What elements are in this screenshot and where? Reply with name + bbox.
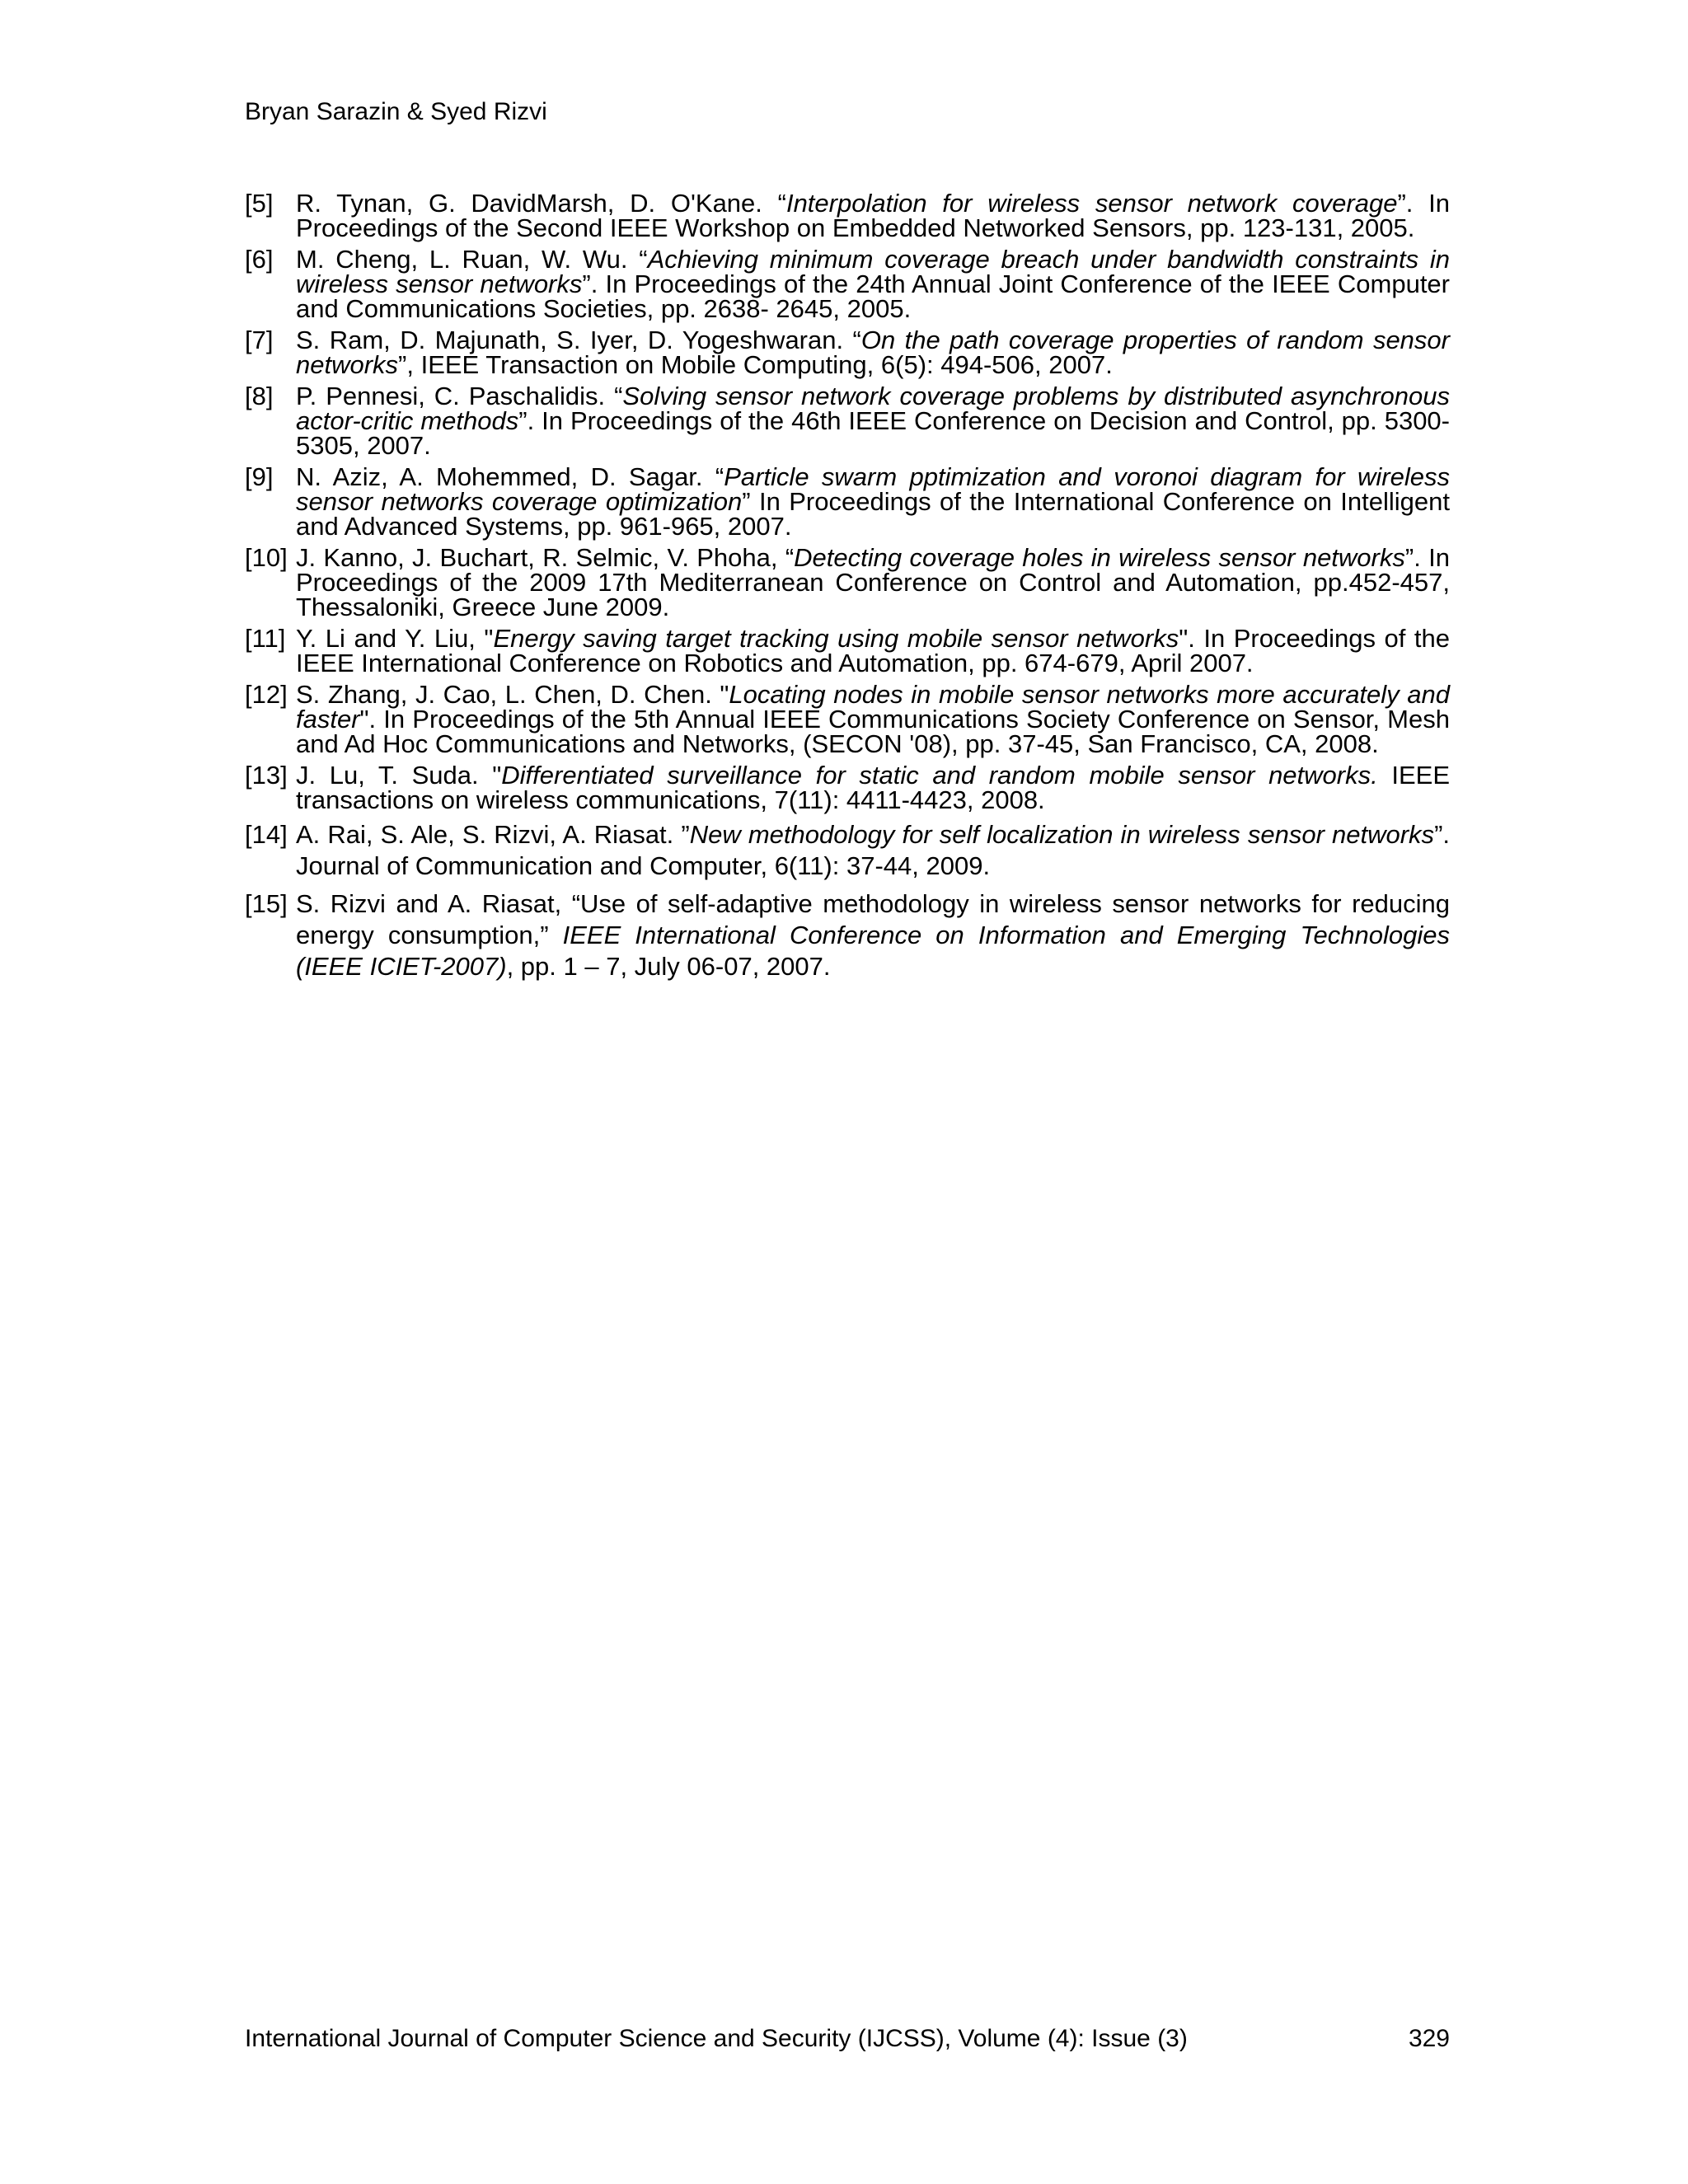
reference-source: ”. In Proceedings of the Second IEEE Workshop on Embedded Networked Sensors, pp. 123-131, 2005. [296,189,1451,242]
reference-text [296,888,1450,982]
reference-authors: J. Kanno, J. Buchart, R. Selmic, V. Phoha, “ [296,543,795,572]
reference-number: [5] [245,189,274,218]
reference-title: New methodology for self localization in wireless sensor networks [689,820,1435,849]
reference-text [296,462,1451,541]
reference-source: ”. In Proceedings of the 2009 17th Mediterranean Conference on Control and Automation, pp.452-457, Thessaloniki, Greece June 2009. [296,543,1450,621]
footer-journal: International Journal of Computer Science and Security (IJCSS), Volume (4): Issue (3) [245,2025,1188,2052]
reference-authors: J. Lu, T. Suda. " [296,761,502,790]
reference-item [245,819,1450,882]
reference-authors: M. Cheng, L. Ruan, W. Wu. “ [296,245,648,274]
reference-text [296,384,1450,458]
reference-source: ". In Proceedings of the IEEE International Conference on Robotics and Automation, pp. 674-679, April 2007. [296,624,1451,677]
reference-title: On the path coverage properties of random sensor networks [296,326,1450,379]
reference-title: Particle swarm pptimization and voronoi diagram for wireless sensor networks coverage optimization [296,462,1450,516]
reference-title: Energy saving target tracking using mobile sensor networks [493,624,1179,653]
reference-text [296,763,1450,813]
reference-text [296,247,1450,321]
reference-title: Detecting coverage holes in wireless sensor networks [794,543,1405,572]
reference-list [245,191,1450,986]
reference-authors: N. Aziz, A. Mohemmed, D. Sagar. “ [296,462,724,491]
reference-item [245,888,1450,982]
reference-title: Achieving minimum coverage breach under bandwidth constraints in wireless sensor networks [296,245,1450,298]
running-footer [245,2024,1450,2054]
reference-number: [13] [245,761,288,790]
running-header [245,97,547,127]
reference-authors: S. Ram, D. Majunath, S. Iyer, D. Yogeshwaran. “ [296,326,861,354]
reference-title: Interpolation for wireless sensor network coverage [785,189,1398,218]
page-number: 329 [1408,2025,1450,2052]
reference-text [296,682,1450,757]
reference-authors: R. Tynan, G. DavidMarsh, D. O'Kane. “ [296,189,786,218]
reference-authors: A. Rai, S. Ale, S. Rizvi, A. Riasat. ” [296,820,690,849]
reference-item [245,384,1450,458]
reference-number: [14] [245,820,288,849]
reference-item [245,247,1450,321]
reference-title: Locating nodes in mobile sensor networks more accurately and faster [296,680,1450,733]
reference-number: [15] [245,889,288,918]
reference-title: Solving sensor network coverage problems by distributed asynchronous actor-critic methods [296,382,1450,435]
reference-venue: IEEE International Conference on Information and Emerging Technologies (IEEE ICIET-2007) [296,921,1451,981]
reference-number: [6] [245,245,274,274]
reference-authors: S. Zhang, J. Cao, L. Chen, D. Chen. " [296,680,729,709]
reference-number: [9] [245,462,274,491]
reference-authors: P. Pennesi, C. Paschalidis. “ [296,382,623,410]
reference-item [245,191,1450,241]
reference-text [296,626,1450,676]
reference-item [245,626,1450,676]
reference-number: [11] [245,624,286,653]
reference-text [296,191,1450,241]
reference-text [296,328,1450,377]
reference-source: , pp. 1 – 7, July 06-07, 2007. [506,952,831,981]
reference-title: Differentiated surveillance for static and random mobile sensor networks. [501,761,1378,790]
reference-number: [12] [245,680,288,709]
reference-source: IEEE transactions on wireless communications, 7(11): 4411-4423, 2008. [296,761,1451,814]
reference-text [296,543,1450,621]
reference-number: [7] [245,326,274,354]
header-authors: Bryan Sarazin & Syed Rizvi [245,98,547,125]
reference-source: ”. Journal of Communication and Computer, 6(11): 37-44, 2009. [296,820,1450,880]
reference-number: [10] [245,543,288,572]
reference-item [245,328,1450,377]
reference-source: ”, IEEE Transaction on Mobile Computing, 6(5): 494-506, 2007. [398,350,1113,379]
reference-authors: Y. Li and Y. Liu, " [296,624,494,653]
reference-item [245,543,1450,621]
reference-source: ”. In Proceedings of the 46th IEEE Conference on Decision and Control, pp. 5300-5305, 2007. [296,406,1450,460]
reference-source: ". In Proceedings of the 5th Annual IEEE Communications Society Conference on Sensor, Mesh and Ad Hoc Communications and Networks, (SECON '08), pp. 37-45, San Francisco, CA, 2008. [296,705,1450,758]
reference-source: ”. In Proceedings of the 24th Annual Joint Conference of the IEEE Computer and Communications Societies, pp. 2638- 2645, 2005. [296,269,1450,323]
reference-authors: S. Rizvi and A. Riasat, “Use of self-adaptive methodology in wireless sensor networks for reducing energy consumption,” [296,889,1450,949]
reference-item [245,462,1451,541]
reference-number: [8] [245,382,274,410]
reference-source: ” In Proceedings of the International Conference on Intelligent and Advanced Systems, pp. 961-965, 2007. [296,487,1451,541]
reference-text [296,819,1450,882]
reference-item [245,682,1450,757]
reference-item [245,763,1450,813]
